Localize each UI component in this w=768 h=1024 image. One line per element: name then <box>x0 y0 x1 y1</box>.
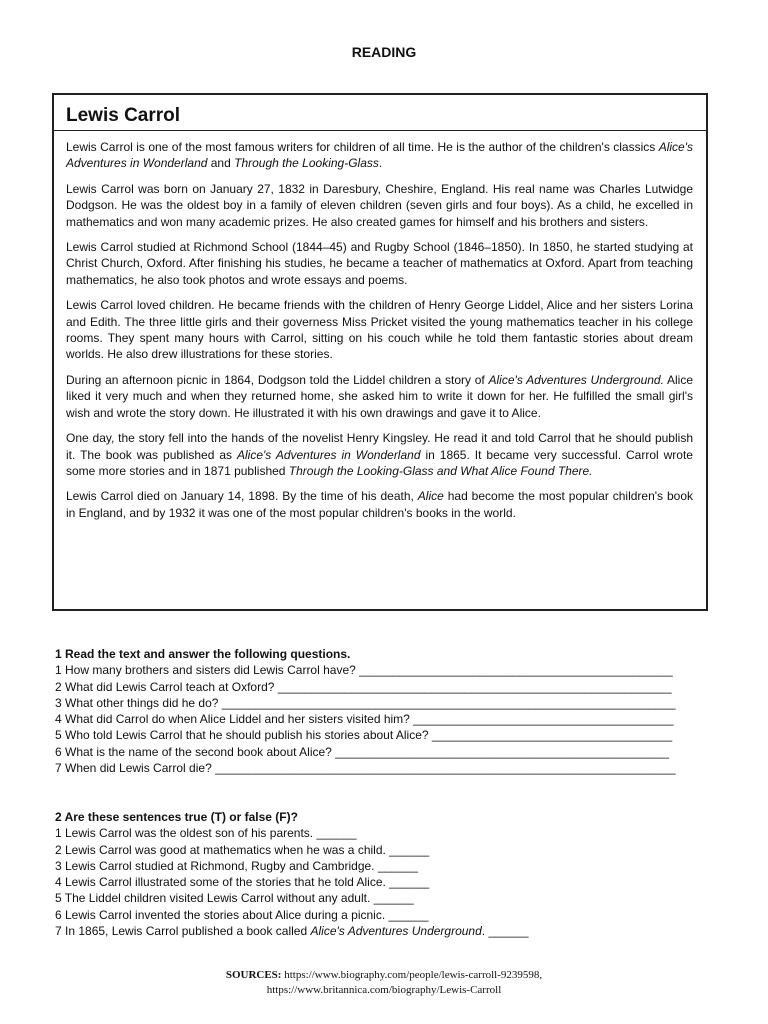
exercise-2-sentences <box>55 825 695 939</box>
text-segment: Alice liked it very much and when they returned home, she asked him to write it down for her. He fulfilled the small girl's wish and wrote the story down. He illustrated it with his own drawings and gave it to Alice. <box>66 372 694 420</box>
article-paragraph <box>66 297 693 363</box>
italic-title-text: Through the Looking-Glass <box>234 156 379 171</box>
text-segment: 5 The Liddel children visited Lewis Carrol without any adult. ______ <box>55 891 414 906</box>
text-segment: Lewis Carrol loved children. He became friends with the children of Henry George Liddel, Alice and her sisters Lorina and Edith. The three little girls and their governess Miss Pricket visited the young mathematics teacher in his college rooms. They spent many hours with Carrol, sitting on his couch while he told them fantastic stories about dream worlds. He also drew illustrations for these stories. <box>66 298 693 362</box>
exercise-1 <box>55 646 695 776</box>
article-paragraph <box>66 372 693 421</box>
text-segment: and <box>207 156 235 171</box>
question-item: 4 What did Carrol do when Alice Liddel and her sisters visited him? _______________________________________ <box>55 712 674 727</box>
article-paragraph <box>66 181 693 230</box>
question-item: 7 When did Lewis Carrol die? _____________________________________________________________________ <box>55 761 676 776</box>
true-false-item <box>55 842 695 858</box>
italic-title-text: Alice's Adventures in Wonderland <box>66 140 693 171</box>
question-item: 1 How many brothers and sisters did Lewis Carrol have? _______________________________________________ <box>55 663 673 678</box>
sources-link-1[interactable]: https://www.biography.com/people/lewis-carroll-9239598, <box>281 969 543 981</box>
exercise-2 <box>55 809 695 939</box>
text-segment: 6 Lewis Carrol invented the stories about Alice during a picnic. ______ <box>55 907 429 922</box>
article-title-divider <box>52 130 708 131</box>
text-segment: Lewis Carrol is one of the most famous writers for children of all time. He is the author of the children's classics <box>66 140 659 154</box>
sources-link-2[interactable]: https://www.britannica.com/biography/Lewis-Carroll <box>266 984 502 996</box>
text-segment: . ______ <box>481 924 529 939</box>
question-item: 3 What other things did he do? ____________________________________________________________________ <box>55 695 676 710</box>
article-title: Lewis Carrol <box>66 105 181 126</box>
italic-title-text: Alice's Adventures Underground. <box>488 372 664 387</box>
text-segment: had become the most popular children's book in England, and by 1932 it was one of the most popular children's books in the world. <box>66 489 694 520</box>
article-paragraph <box>66 239 693 288</box>
page-heading: READING <box>351 44 417 60</box>
true-false-item <box>55 825 695 841</box>
exercise-1-questions <box>55 662 695 776</box>
italic-title-text: Alice <box>417 489 444 504</box>
italic-title-text: Alice's Adventures in Wonderland <box>237 447 421 462</box>
question-item: 2 What did Lewis Carrol teach at Oxford? ___________________________________________________________ <box>55 679 672 694</box>
italic-title-text: Alice's Adventures Underground <box>310 924 482 939</box>
sources-label: SOURCES: <box>225 969 282 981</box>
text-segment: Lewis Carrol studied at Richmond School (1844–45) and Rugby School (1846–1850). In 1850, he started studying at Christ Church, Oxford. After finishing his studies, he became a teacher of mathematics at Oxford. Apart from teaching mathematics, he also took photos and wrote essays and poems. <box>66 240 693 287</box>
text-segment: 4 Lewis Carrol illustrated some of the stories that he told Alice. ______ <box>55 875 430 890</box>
text-segment: 2 Lewis Carrol was good at mathematics when he was a child. ______ <box>55 842 430 857</box>
exercise-2-instruction: 2 Are these sentences true (T) or false (F)? <box>55 810 298 824</box>
true-false-item <box>55 923 695 939</box>
text-segment: . <box>378 156 383 171</box>
question-item: 5 Who told Lewis Carrol that he should publish his stories about Alice? ____________________________________ <box>55 728 673 743</box>
text-segment: One day, the story fell into the hands of the novelist Henry Kingsley. He read it and told Carrol that he should publish it. The book was published as <box>66 431 693 462</box>
true-false-item <box>55 874 695 890</box>
italic-title-text: Through the Looking-Glass and What Alice Found There. <box>288 463 593 478</box>
true-false-item <box>55 907 695 923</box>
text-segment: 1 Lewis Carrol was the oldest son of his parents. ______ <box>55 826 357 841</box>
article-paragraph <box>66 139 693 172</box>
article-body <box>66 139 693 530</box>
sources-footer <box>0 968 768 998</box>
text-segment: Lewis Carrol was born on January 27, 1832 in Daresbury, Cheshire, England. His real name was Charles Lutwidge Dodgson. He was the oldest boy in a family of eleven children (seven girls and four boys). As a child, he excelled in mathematics and won many academic prizes. He also created games for himself and his brothers and sisters. <box>66 181 693 229</box>
exercise-1-instruction: 1 Read the text and answer the following questions. <box>55 647 351 661</box>
true-false-item <box>55 858 695 874</box>
article-paragraph <box>66 430 693 479</box>
text-segment: During an afternoon picnic in 1864, Dodgson told the Liddel children a story of <box>66 372 489 387</box>
question-item: 6 What is the name of the second book about Alice? __________________________________________________ <box>55 744 669 759</box>
text-segment: Lewis Carrol died on January 14, 1898. By the time of his death, <box>66 489 418 504</box>
text-segment: 7 In 1865, Lewis Carrol published a book called <box>55 924 311 939</box>
text-segment: 3 Lewis Carrol studied at Richmond, Rugby and Cambridge. ______ <box>55 858 418 873</box>
article-paragraph <box>66 488 693 521</box>
text-segment: in 1865. It became very successful. Carrol wrote some more stories and in 1871 published <box>66 447 693 478</box>
true-false-item <box>55 890 695 906</box>
